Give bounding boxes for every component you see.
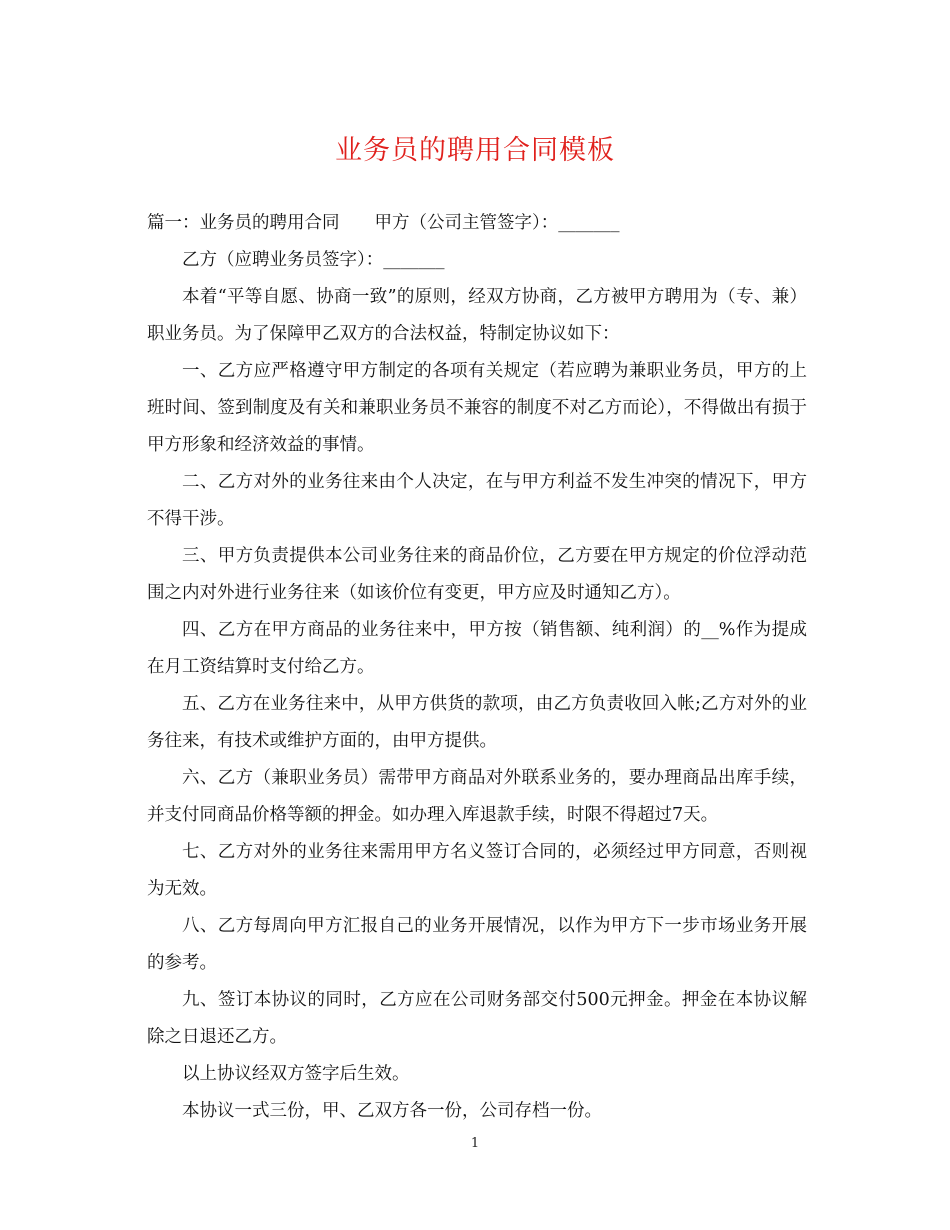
paragraph-clause-1: 一、乙方应严格遵守甲方制定的各项有关规定（若应聘为兼职业务员，甲方的上班时间、签到制度及有关和兼职业务员不兼容的制度不对乙方而论），不得做出有损于甲方形象和经济效益的事情。 <box>147 361 807 455</box>
paragraph-party-b: 乙方（应聘业务员签字）：_______ <box>182 250 445 270</box>
paragraph-copies: 本协议一式三份，甲、乙双方各一份，公司存档一份。 <box>182 1101 602 1121</box>
document-body <box>147 205 807 1130</box>
paragraph-clause-8: 八、乙方每周向甲方汇报自己的业务开展情况，以作为甲方下一步市场业务开展的参考。 <box>147 916 807 973</box>
paragraph-clause-3: 三、甲方负责提供本公司业务往来的商品价位，乙方要在甲方规定的价位浮动范围之内对外进行业务往来（如该价位有变更，甲方应及时通知乙方）。 <box>147 546 807 603</box>
paragraph-effective: 以上协议经双方签字后生效。 <box>182 1064 410 1084</box>
paragraph-preamble: 本着“平等自愿、协商一致”的原则，经双方协商，乙方被甲方聘用为（专、兼）职业务员。为了保障甲乙双方的合法权益，特制定协议如下： <box>147 287 807 344</box>
document-title: 业务员的聘用合同模板 <box>335 135 615 166</box>
page-number: 1 <box>470 1136 480 1151</box>
paragraph-clause-4: 四、乙方在甲方商品的业务往来中，甲方按（销售额、纯利润）的__%作为提成在月工资结算时支付给乙方。 <box>147 620 807 677</box>
paragraph-clause-2: 二、乙方对外的业务往来由个人决定，在与甲方利益不发生冲突的情况下，甲方不得干涉。 <box>147 472 807 529</box>
paragraph-clause-9: 九、签订本协议的同时，乙方应在公司财务部交付500元押金。押金在本协议解除之日退还乙方。 <box>147 990 807 1047</box>
paragraph-clause-5: 五、乙方在业务往来中，从甲方供货的款项，由乙方负责收回入帐;乙方对外的业务往来，有技术或维护方面的，由甲方提供。 <box>147 694 807 751</box>
paragraph-heading-party-a: 篇一：业务员的聘用合同 甲方（公司主管签字）：_______ <box>147 213 620 233</box>
paragraph-clause-7: 七、乙方对外的业务往来需用甲方名义签订合同的，必须经过甲方同意，否则视为无效。 <box>147 842 807 899</box>
paragraph-clause-6: 六、乙方（兼职业务员）需带甲方商品对外联系业务的，要办理商品出库手续，并支付同商品价格等额的押金。如办理入库退款手续，时限不得超过7天。 <box>147 768 807 825</box>
